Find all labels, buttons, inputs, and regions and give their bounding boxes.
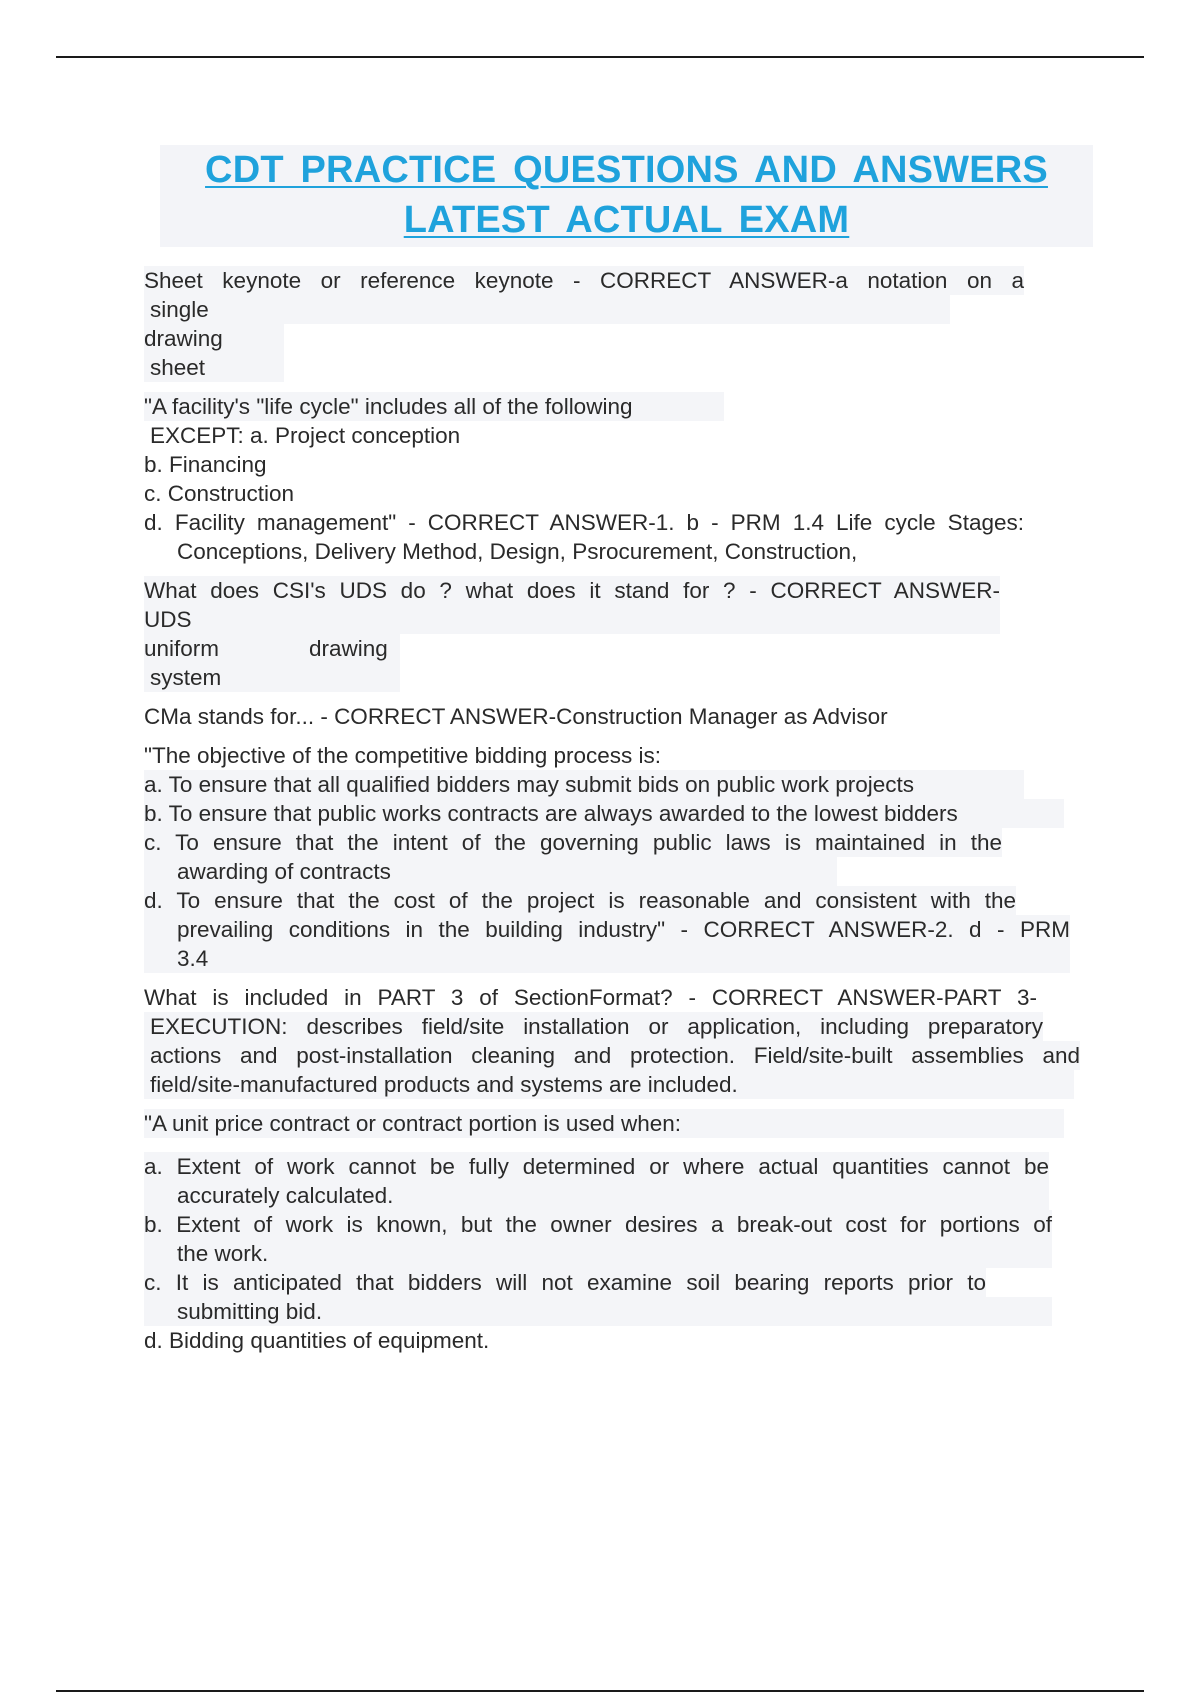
- qa-line: c. To ensure that the intent of the governing public laws is maintained in the: [144, 830, 1002, 855]
- qa-line: What is included in PART 3 of SectionFormat? - CORRECT ANSWER-PART 3-: [144, 985, 1037, 1010]
- qa-line: accurately calculated.: [144, 1181, 1049, 1210]
- qa-line: "A facility's "life cycle" includes all of the following: [144, 392, 724, 421]
- qa-line: 3.4: [144, 944, 1070, 973]
- footer-rule: [56, 1690, 1144, 1692]
- qa-line: awarding of contracts: [144, 857, 837, 886]
- qa-line: What does CSI's UDS do ? what does it stand for ? - CORRECT ANSWER-: [144, 578, 1000, 603]
- qa-line: a. To ensure that all qualified bidders may submit bids on public work projects: [144, 770, 1024, 799]
- qa-line: single: [144, 295, 950, 324]
- qa-line: b. To ensure that public works contracts are always awarded to the lowest bidders: [144, 799, 1064, 828]
- qa-item-competitive-bidding: [144, 741, 1074, 973]
- qa-line: b. Financing: [144, 452, 267, 477]
- document-title: [160, 145, 1093, 247]
- qa-line: d. To ensure that the cost of the project is reasonable and consistent with the: [144, 888, 1016, 913]
- qa-line: field/site-manufactured products and systems are included.: [144, 1070, 1074, 1099]
- qa-line: UDS: [144, 605, 1000, 634]
- qa-line: "The objective of the competitive bidding process is:: [144, 743, 662, 768]
- title-line-2[interactable]: LATEST ACTUAL EXAM: [403, 199, 850, 241]
- qa-line: the work.: [144, 1239, 1052, 1268]
- qa-item-life-cycle: [144, 392, 1074, 566]
- qa-item-uds: [144, 576, 1074, 692]
- qa-line: d. Facility management" - CORRECT ANSWER-1. b - PRM 1.4 Life cycle Stages:: [144, 510, 1024, 535]
- qa-line: sheet: [144, 353, 284, 382]
- qa-line: [144, 634, 400, 663]
- qa-item-part-3: [144, 983, 1080, 1099]
- qa-line: c. Construction: [144, 481, 295, 506]
- qa-line: system: [144, 663, 400, 692]
- qa-item-cma: [144, 702, 1074, 731]
- qa-word: uniform: [144, 636, 220, 661]
- qa-item-unit-price: [144, 1109, 1074, 1355]
- qa-line: EXCEPT: a. Project conception: [150, 423, 461, 448]
- qa-line: Sheet keynote or reference keynote - CORRECT ANSWER-a notation on a: [144, 268, 1024, 293]
- qa-line: a. Extent of work cannot be fully determined or where actual quantities cannot be: [144, 1154, 1049, 1179]
- qa-line: prevailing conditions in the building industry" - CORRECT ANSWER-2. d - PRM: [144, 915, 1070, 944]
- qa-line: CMa stands for... - CORRECT ANSWER-Construction Manager as Advisor: [144, 704, 888, 729]
- qa-line: submitting bid.: [144, 1297, 1052, 1326]
- qa-line: d. Bidding quantities of equipment.: [144, 1328, 490, 1353]
- title-line-1[interactable]: CDT PRACTICE QUESTIONS AND ANSWERS: [205, 149, 1048, 191]
- qa-line: b. Extent of work is known, but the owner desires a break-out cost for portions of: [144, 1212, 1052, 1237]
- header-rule: [56, 56, 1144, 58]
- qa-line: drawing: [144, 324, 284, 353]
- qa-word: drawing: [309, 636, 388, 661]
- qa-line: c. It is anticipated that bidders will not examine soil bearing reports prior to: [144, 1270, 986, 1295]
- qa-item-sheet-keynote: [144, 266, 1074, 382]
- qa-line: actions and post-installation cleaning and protection. Field/site-built assemblies and: [144, 1041, 1080, 1070]
- qa-line: Conceptions, Delivery Method, Design, Psrocurement, Construction,: [177, 539, 858, 564]
- qa-line: "A unit price contract or contract portion is used when:: [144, 1109, 1064, 1138]
- document-body: [144, 266, 1080, 1365]
- qa-line: EXECUTION: describes field/site installation or application, including preparatory: [144, 1012, 1043, 1041]
